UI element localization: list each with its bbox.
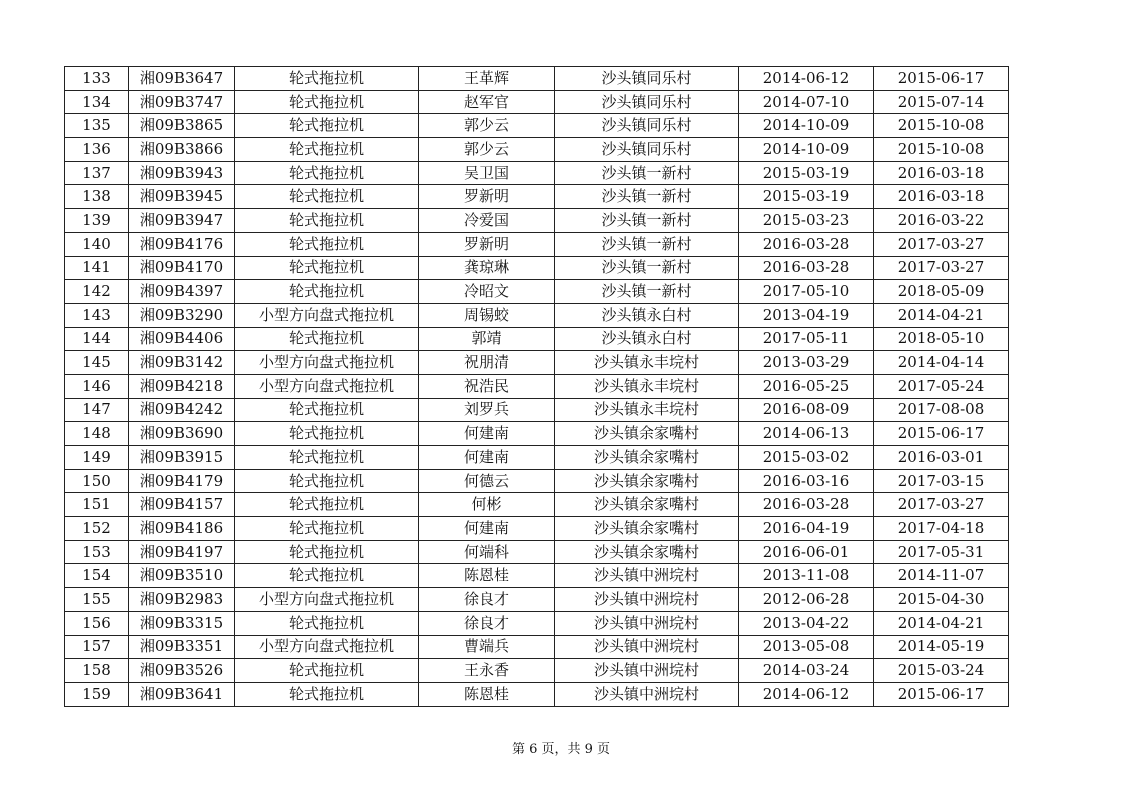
row-number-cell: 159 — [65, 682, 129, 706]
machine-type-cell: 小型方向盘式拖拉机 — [235, 374, 419, 398]
address-cell: 沙头镇中洲垸村 — [555, 659, 739, 683]
expiry-date-cell: 2017-03-15 — [874, 469, 1009, 493]
row-number-cell: 141 — [65, 256, 129, 280]
machine-type-cell: 轮式拖拉机 — [235, 446, 419, 470]
expiry-date-cell: 2016-03-01 — [874, 446, 1009, 470]
row-number-cell: 139 — [65, 209, 129, 233]
plate-number-cell: 湘09B3142 — [129, 351, 235, 375]
row-number-cell: 144 — [65, 327, 129, 351]
table-row — [65, 280, 1009, 304]
registration-date-cell: 2013-03-29 — [739, 351, 874, 375]
table-row — [65, 161, 1009, 185]
registration-date-cell: 2015-03-19 — [739, 185, 874, 209]
address-cell: 沙头镇一新村 — [555, 185, 739, 209]
expiry-date-cell: 2016-03-22 — [874, 209, 1009, 233]
table-row — [65, 138, 1009, 162]
table-row — [65, 209, 1009, 233]
row-number-cell: 151 — [65, 493, 129, 517]
row-number-cell: 143 — [65, 303, 129, 327]
expiry-date-cell: 2017-03-27 — [874, 232, 1009, 256]
address-cell: 沙头镇中洲垸村 — [555, 635, 739, 659]
registration-date-cell: 2014-07-10 — [739, 90, 874, 114]
expiry-date-cell: 2016-03-18 — [874, 185, 1009, 209]
address-cell: 沙头镇永白村 — [555, 303, 739, 327]
expiry-date-cell: 2017-05-31 — [874, 540, 1009, 564]
plate-number-cell: 湘09B3641 — [129, 682, 235, 706]
owner-name-cell: 王永香 — [419, 659, 555, 683]
table-row — [65, 517, 1009, 541]
table-row — [65, 659, 1009, 683]
address-cell: 沙头镇一新村 — [555, 161, 739, 185]
plate-number-cell: 湘09B4218 — [129, 374, 235, 398]
row-number-cell: 145 — [65, 351, 129, 375]
row-number-cell: 148 — [65, 422, 129, 446]
registration-date-cell: 2013-05-08 — [739, 635, 874, 659]
expiry-date-cell: 2015-04-30 — [874, 588, 1009, 612]
table-row — [65, 303, 1009, 327]
registration-date-cell: 2014-10-09 — [739, 138, 874, 162]
table-row — [65, 564, 1009, 588]
page-number-footer: 第 6 页，共 9 页 — [511, 742, 611, 757]
machine-type-cell: 轮式拖拉机 — [235, 185, 419, 209]
registration-date-cell: 2015-03-19 — [739, 161, 874, 185]
plate-number-cell: 湘09B2983 — [129, 588, 235, 612]
owner-name-cell: 何德云 — [419, 469, 555, 493]
table-row — [65, 327, 1009, 351]
machine-type-cell: 轮式拖拉机 — [235, 422, 419, 446]
row-number-cell: 154 — [65, 564, 129, 588]
registration-date-cell: 2016-06-01 — [739, 540, 874, 564]
plate-number-cell: 湘09B4397 — [129, 280, 235, 304]
table-row — [65, 469, 1009, 493]
registration-date-cell: 2016-03-28 — [739, 493, 874, 517]
address-cell: 沙头镇永白村 — [555, 327, 739, 351]
owner-name-cell: 陈恩桂 — [419, 682, 555, 706]
address-cell: 沙头镇余家嘴村 — [555, 446, 739, 470]
address-cell: 沙头镇同乐村 — [555, 138, 739, 162]
expiry-date-cell: 2015-06-17 — [874, 67, 1009, 91]
plate-number-cell: 湘09B3690 — [129, 422, 235, 446]
registration-date-cell: 2013-11-08 — [739, 564, 874, 588]
address-cell: 沙头镇余家嘴村 — [555, 493, 739, 517]
address-cell: 沙头镇一新村 — [555, 209, 739, 233]
owner-name-cell: 陈恩桂 — [419, 564, 555, 588]
machine-type-cell: 轮式拖拉机 — [235, 138, 419, 162]
owner-name-cell: 赵军官 — [419, 90, 555, 114]
table-row — [65, 635, 1009, 659]
registration-date-cell: 2014-10-09 — [739, 114, 874, 138]
row-number-cell: 152 — [65, 517, 129, 541]
owner-name-cell: 何建南 — [419, 446, 555, 470]
owner-name-cell: 罗新明 — [419, 185, 555, 209]
table-row — [65, 232, 1009, 256]
registration-date-cell: 2014-06-12 — [739, 682, 874, 706]
table-row — [65, 493, 1009, 517]
address-cell: 沙头镇中洲垸村 — [555, 611, 739, 635]
table-row — [65, 588, 1009, 612]
plate-number-cell: 湘09B3947 — [129, 209, 235, 233]
machine-type-cell: 轮式拖拉机 — [235, 611, 419, 635]
owner-name-cell: 冷昭文 — [419, 280, 555, 304]
expiry-date-cell: 2015-10-08 — [874, 114, 1009, 138]
machine-type-cell: 轮式拖拉机 — [235, 659, 419, 683]
registration-date-cell: 2013-04-19 — [739, 303, 874, 327]
plate-number-cell: 湘09B3945 — [129, 185, 235, 209]
table-row — [65, 398, 1009, 422]
expiry-date-cell: 2014-05-19 — [874, 635, 1009, 659]
table-row — [65, 67, 1009, 91]
registration-date-cell: 2016-08-09 — [739, 398, 874, 422]
plate-number-cell: 湘09B3351 — [129, 635, 235, 659]
row-number-cell: 158 — [65, 659, 129, 683]
expiry-date-cell: 2015-06-17 — [874, 682, 1009, 706]
registration-date-cell: 2016-03-28 — [739, 232, 874, 256]
machine-type-cell: 轮式拖拉机 — [235, 209, 419, 233]
plate-number-cell: 湘09B3510 — [129, 564, 235, 588]
machine-type-cell: 轮式拖拉机 — [235, 493, 419, 517]
expiry-date-cell: 2017-05-24 — [874, 374, 1009, 398]
owner-name-cell: 祝浩民 — [419, 374, 555, 398]
expiry-date-cell: 2014-04-14 — [874, 351, 1009, 375]
machine-type-cell: 轮式拖拉机 — [235, 114, 419, 138]
address-cell: 沙头镇余家嘴村 — [555, 422, 739, 446]
row-number-cell: 133 — [65, 67, 129, 91]
row-number-cell: 136 — [65, 138, 129, 162]
records-body — [65, 67, 1009, 707]
owner-name-cell: 曹端兵 — [419, 635, 555, 659]
owner-name-cell: 徐良才 — [419, 611, 555, 635]
machine-type-cell: 轮式拖拉机 — [235, 232, 419, 256]
owner-name-cell: 龚琼琳 — [419, 256, 555, 280]
registration-date-cell: 2014-06-12 — [739, 67, 874, 91]
registration-date-cell: 2016-03-16 — [739, 469, 874, 493]
plate-number-cell: 湘09B3943 — [129, 161, 235, 185]
plate-number-cell: 湘09B3290 — [129, 303, 235, 327]
address-cell: 沙头镇同乐村 — [555, 114, 739, 138]
address-cell: 沙头镇永丰垸村 — [555, 398, 739, 422]
machine-type-cell: 小型方向盘式拖拉机 — [235, 635, 419, 659]
machine-type-cell: 轮式拖拉机 — [235, 682, 419, 706]
machine-type-cell: 轮式拖拉机 — [235, 256, 419, 280]
registration-date-cell: 2012-06-28 — [739, 588, 874, 612]
row-number-cell: 135 — [65, 114, 129, 138]
address-cell: 沙头镇同乐村 — [555, 67, 739, 91]
row-number-cell: 146 — [65, 374, 129, 398]
address-cell: 沙头镇一新村 — [555, 256, 739, 280]
address-cell: 沙头镇余家嘴村 — [555, 540, 739, 564]
expiry-date-cell: 2017-08-08 — [874, 398, 1009, 422]
table-row — [65, 256, 1009, 280]
registration-date-cell: 2016-04-19 — [739, 517, 874, 541]
machine-type-cell: 轮式拖拉机 — [235, 90, 419, 114]
plate-number-cell: 湘09B4406 — [129, 327, 235, 351]
machine-type-cell: 轮式拖拉机 — [235, 161, 419, 185]
plate-number-cell: 湘09B3747 — [129, 90, 235, 114]
plate-number-cell: 湘09B3866 — [129, 138, 235, 162]
owner-name-cell: 祝朋清 — [419, 351, 555, 375]
owner-name-cell: 吴卫国 — [419, 161, 555, 185]
table-row — [65, 90, 1009, 114]
table-row — [65, 374, 1009, 398]
expiry-date-cell: 2015-03-24 — [874, 659, 1009, 683]
plate-number-cell: 湘09B3915 — [129, 446, 235, 470]
table-row — [65, 351, 1009, 375]
row-number-cell: 140 — [65, 232, 129, 256]
address-cell: 沙头镇中洲垸村 — [555, 564, 739, 588]
address-cell: 沙头镇一新村 — [555, 232, 739, 256]
plate-number-cell: 湘09B4242 — [129, 398, 235, 422]
plate-number-cell: 湘09B3315 — [129, 611, 235, 635]
machine-type-cell: 轮式拖拉机 — [235, 564, 419, 588]
registration-date-cell: 2015-03-02 — [739, 446, 874, 470]
table-row — [65, 114, 1009, 138]
address-cell: 沙头镇同乐村 — [555, 90, 739, 114]
expiry-date-cell: 2016-03-18 — [874, 161, 1009, 185]
row-number-cell: 134 — [65, 90, 129, 114]
machine-type-cell: 轮式拖拉机 — [235, 398, 419, 422]
plate-number-cell: 湘09B4176 — [129, 232, 235, 256]
expiry-date-cell: 2018-05-09 — [874, 280, 1009, 304]
plate-number-cell: 湘09B4197 — [129, 540, 235, 564]
row-number-cell: 153 — [65, 540, 129, 564]
registration-date-cell: 2015-03-23 — [739, 209, 874, 233]
address-cell: 沙头镇一新村 — [555, 280, 739, 304]
expiry-date-cell: 2017-03-27 — [874, 256, 1009, 280]
owner-name-cell: 周锡蛟 — [419, 303, 555, 327]
address-cell: 沙头镇永丰垸村 — [555, 374, 739, 398]
row-number-cell: 155 — [65, 588, 129, 612]
owner-name-cell: 罗新明 — [419, 232, 555, 256]
plate-number-cell: 湘09B3647 — [129, 67, 235, 91]
owner-name-cell: 刘罗兵 — [419, 398, 555, 422]
machine-type-cell: 轮式拖拉机 — [235, 280, 419, 304]
machine-type-cell: 轮式拖拉机 — [235, 327, 419, 351]
address-cell: 沙头镇余家嘴村 — [555, 469, 739, 493]
plate-number-cell: 湘09B4170 — [129, 256, 235, 280]
table-row — [65, 185, 1009, 209]
expiry-date-cell: 2017-04-18 — [874, 517, 1009, 541]
expiry-date-cell: 2018-05-10 — [874, 327, 1009, 351]
machine-type-cell: 轮式拖拉机 — [235, 67, 419, 91]
owner-name-cell: 郭靖 — [419, 327, 555, 351]
registration-date-cell: 2014-03-24 — [739, 659, 874, 683]
plate-number-cell: 湘09B4186 — [129, 517, 235, 541]
address-cell: 沙头镇中洲垸村 — [555, 588, 739, 612]
machine-type-cell: 轮式拖拉机 — [235, 517, 419, 541]
table-row — [65, 446, 1009, 470]
table-row — [65, 422, 1009, 446]
owner-name-cell: 何端科 — [419, 540, 555, 564]
table-row — [65, 682, 1009, 706]
expiry-date-cell: 2014-11-07 — [874, 564, 1009, 588]
machine-type-cell: 小型方向盘式拖拉机 — [235, 588, 419, 612]
table-row — [65, 540, 1009, 564]
plate-number-cell: 湘09B3865 — [129, 114, 235, 138]
owner-name-cell: 郭少云 — [419, 114, 555, 138]
address-cell: 沙头镇中洲垸村 — [555, 682, 739, 706]
address-cell: 沙头镇余家嘴村 — [555, 517, 739, 541]
expiry-date-cell: 2014-04-21 — [874, 303, 1009, 327]
row-number-cell: 147 — [65, 398, 129, 422]
owner-name-cell: 王革辉 — [419, 67, 555, 91]
table-row — [65, 611, 1009, 635]
registration-date-cell: 2016-03-28 — [739, 256, 874, 280]
address-cell: 沙头镇永丰垸村 — [555, 351, 739, 375]
plate-number-cell: 湘09B3526 — [129, 659, 235, 683]
row-number-cell: 138 — [65, 185, 129, 209]
plate-number-cell: 湘09B4179 — [129, 469, 235, 493]
registration-date-cell: 2014-06-13 — [739, 422, 874, 446]
owner-name-cell: 徐良才 — [419, 588, 555, 612]
registration-date-cell: 2017-05-10 — [739, 280, 874, 304]
expiry-date-cell: 2014-04-21 — [874, 611, 1009, 635]
row-number-cell: 149 — [65, 446, 129, 470]
owner-name-cell: 冷爱国 — [419, 209, 555, 233]
owner-name-cell: 郭少云 — [419, 138, 555, 162]
expiry-date-cell: 2015-06-17 — [874, 422, 1009, 446]
records-table — [64, 66, 1009, 707]
registration-date-cell: 2013-04-22 — [739, 611, 874, 635]
row-number-cell: 156 — [65, 611, 129, 635]
machine-type-cell: 轮式拖拉机 — [235, 469, 419, 493]
registration-date-cell: 2017-05-11 — [739, 327, 874, 351]
row-number-cell: 150 — [65, 469, 129, 493]
owner-name-cell: 何建南 — [419, 517, 555, 541]
registration-date-cell: 2016-05-25 — [739, 374, 874, 398]
row-number-cell: 157 — [65, 635, 129, 659]
expiry-date-cell: 2015-07-14 — [874, 90, 1009, 114]
owner-name-cell: 何建南 — [419, 422, 555, 446]
machine-type-cell: 小型方向盘式拖拉机 — [235, 303, 419, 327]
expiry-date-cell: 2017-03-27 — [874, 493, 1009, 517]
expiry-date-cell: 2015-10-08 — [874, 138, 1009, 162]
machine-type-cell: 小型方向盘式拖拉机 — [235, 351, 419, 375]
row-number-cell: 142 — [65, 280, 129, 304]
plate-number-cell: 湘09B4157 — [129, 493, 235, 517]
owner-name-cell: 何彬 — [419, 493, 555, 517]
row-number-cell: 137 — [65, 161, 129, 185]
machine-type-cell: 轮式拖拉机 — [235, 540, 419, 564]
